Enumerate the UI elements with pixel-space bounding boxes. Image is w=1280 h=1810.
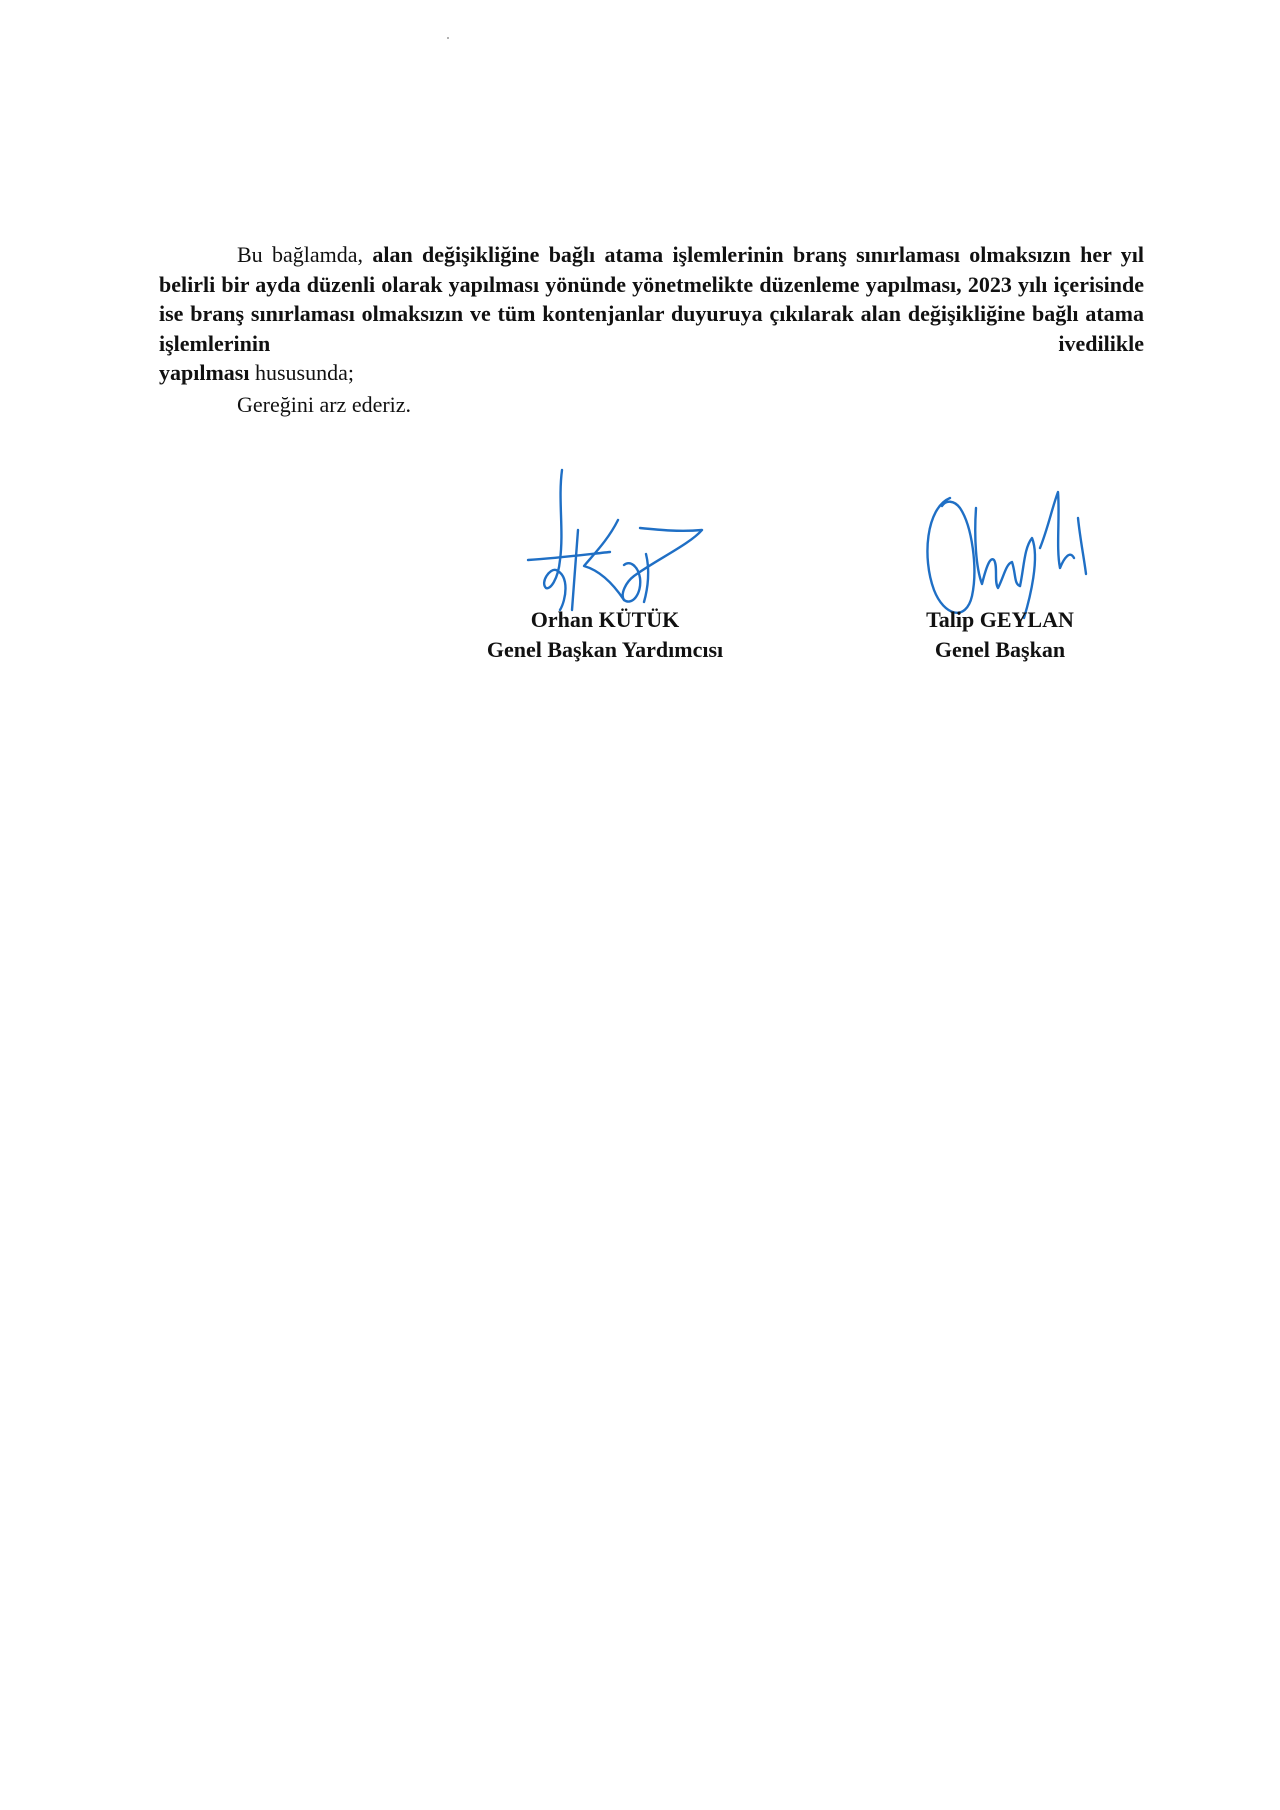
- signatory-1: [440, 605, 770, 665]
- paragraph-last-plain: hususunda;: [254, 360, 354, 385]
- main-paragraph: [159, 240, 1144, 358]
- paragraph-lead: Bu bağlamda,: [237, 242, 364, 267]
- paragraph-last-bold: yapılması: [159, 360, 250, 385]
- signatory-name: Talip GEYLAN: [926, 607, 1074, 632]
- signatory-title: Genel Başkan: [934, 637, 1066, 662]
- signatory-title: Genel Başkan Yardımcısı: [486, 637, 724, 662]
- paragraph-bold-text: alan değişikliğine bağlı atama işlemlerinin branş sınırlaması olmaksızın her yıl belirli bir ayda düzenli olarak yapılması yönünde yönetmelikte düzenleme yapılması, 2023 yılı içerisinde ise branş sınırlaması olmaksızın ve tüm kontenjanlar duyuruya çıkılarak alan değişikliğine bağlı atama işlemlerinin ivedilikle: [159, 242, 1144, 356]
- signature-orhan-kutuk: [520, 470, 740, 620]
- signatory-2: [880, 605, 1120, 665]
- scan-speck: [447, 37, 449, 39]
- paragraph-last-line: [159, 358, 1144, 388]
- closing-line: Gereğini arz ederiz.: [237, 392, 412, 417]
- signatory-name: Orhan KÜTÜK: [530, 607, 680, 632]
